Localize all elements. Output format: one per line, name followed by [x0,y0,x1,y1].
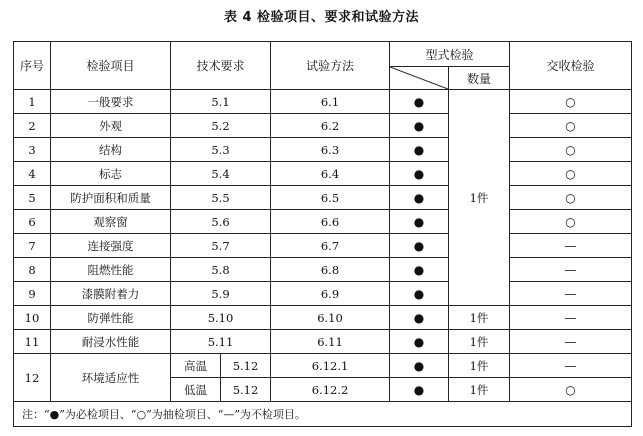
cell-acceptance: ○ [510,378,632,402]
table-row [14,234,632,258]
cell-seq: 12 [14,354,51,402]
header-type-test: 型式检验 [390,42,510,67]
table-row [14,90,632,114]
table-row [14,282,632,306]
cell-item: 耐浸水性能 [51,330,171,354]
cell-quantity: 1件 [449,354,510,378]
cell-item: 观察窗 [51,210,171,234]
header-row-1 [14,42,632,67]
cell-method: 6.5 [271,186,390,210]
cell-type-test: ● [390,114,449,138]
header-requirement: 技术要求 [171,42,271,90]
cell-item: 外观 [51,114,171,138]
cell-seq: 11 [14,330,51,354]
cell-method: 6.11 [271,330,390,354]
cell-requirement: 5.12 [221,354,271,378]
cell-seq: 1 [14,90,51,114]
table-row [14,186,632,210]
cell-acceptance: ○ [510,138,632,162]
table-note: 注：“●”为必检项目、“○”为抽检项目、“—”为不检项目。 [14,402,632,427]
cell-acceptance: ○ [510,186,632,210]
cell-acceptance: — [510,258,632,282]
cell-requirement: 5.12 [221,378,271,402]
cell-type-test: ● [390,354,449,378]
cell-method: 6.12.1 [271,354,390,378]
cell-requirement: 5.1 [171,90,271,114]
cell-seq: 7 [14,234,51,258]
cell-item: 一般要求 [51,90,171,114]
cell-acceptance: — [510,282,632,306]
diagonal-line [390,67,448,89]
cell-acceptance: — [510,234,632,258]
cell-item: 标志 [51,162,171,186]
cell-type-test: ● [390,378,449,402]
cell-seq: 8 [14,258,51,282]
cell-acceptance: — [510,354,632,378]
cell-type-test: ● [390,306,449,330]
cell-type-test: ● [390,258,449,282]
cell-method: 6.7 [271,234,390,258]
header-method: 试验方法 [271,42,390,90]
cell-acceptance: — [510,330,632,354]
cell-method: 6.1 [271,90,390,114]
cell-requirement: 5.10 [171,306,271,330]
table-row [14,162,632,186]
cell-item: 阻燃性能 [51,258,171,282]
cell-type-test: ● [390,234,449,258]
table-row [14,210,632,234]
cell-seq: 6 [14,210,51,234]
cell-subitem: 低温 [171,378,221,402]
table-row [14,354,632,378]
cell-item: 环境适应性 [51,354,171,402]
cell-method: 6.2 [271,114,390,138]
cell-requirement: 5.6 [171,210,271,234]
cell-requirement: 5.3 [171,138,271,162]
cell-subitem: 高温 [171,354,221,378]
cell-acceptance: ○ [510,162,632,186]
table-row [14,330,632,354]
cell-method: 6.8 [271,258,390,282]
cell-seq: 3 [14,138,51,162]
cell-type-test: ● [390,186,449,210]
cell-type-test: ● [390,210,449,234]
cell-method: 6.3 [271,138,390,162]
cell-seq: 5 [14,186,51,210]
cell-item: 防护面积和质量 [51,186,171,210]
cell-acceptance: ○ [510,114,632,138]
header-diagonal-cell [390,67,449,90]
cell-item: 连接强度 [51,234,171,258]
cell-type-test: ● [390,138,449,162]
cell-quantity: 1件 [449,330,510,354]
inspection-table [13,41,632,427]
cell-method: 6.9 [271,282,390,306]
cell-quantity-merged: 1件 [449,90,510,306]
cell-quantity: 1件 [449,378,510,402]
table-row [14,138,632,162]
cell-requirement: 5.11 [171,330,271,354]
cell-requirement: 5.4 [171,162,271,186]
cell-requirement: 5.2 [171,114,271,138]
cell-method: 6.6 [271,210,390,234]
cell-acceptance: ○ [510,90,632,114]
header-seq: 序号 [14,42,51,90]
table-row [14,258,632,282]
cell-method: 6.4 [271,162,390,186]
note-row [14,402,632,427]
table-caption: 表 4 检验项目、要求和试验方法 [223,10,420,25]
cell-type-test: ● [390,282,449,306]
header-item: 检验项目 [51,42,171,90]
cell-item: 结构 [51,138,171,162]
table-row [14,306,632,330]
cell-requirement: 5.8 [171,258,271,282]
cell-item: 漆膜附着力 [51,282,171,306]
cell-requirement: 5.7 [171,234,271,258]
cell-method: 6.12.2 [271,378,390,402]
cell-type-test: ● [390,162,449,186]
cell-item: 防弹性能 [51,306,171,330]
cell-type-test: ● [390,330,449,354]
cell-seq: 2 [14,114,51,138]
cell-type-test: ● [390,90,449,114]
cell-seq: 4 [14,162,51,186]
cell-requirement: 5.9 [171,282,271,306]
cell-seq: 9 [14,282,51,306]
header-quantity: 数量 [449,67,510,90]
header-acceptance: 交收检验 [510,42,632,90]
cell-acceptance: ○ [510,210,632,234]
table-row [14,114,632,138]
cell-requirement: 5.5 [171,186,271,210]
cell-acceptance: — [510,306,632,330]
cell-seq: 10 [14,306,51,330]
cell-method: 6.10 [271,306,390,330]
cell-quantity: 1件 [449,306,510,330]
